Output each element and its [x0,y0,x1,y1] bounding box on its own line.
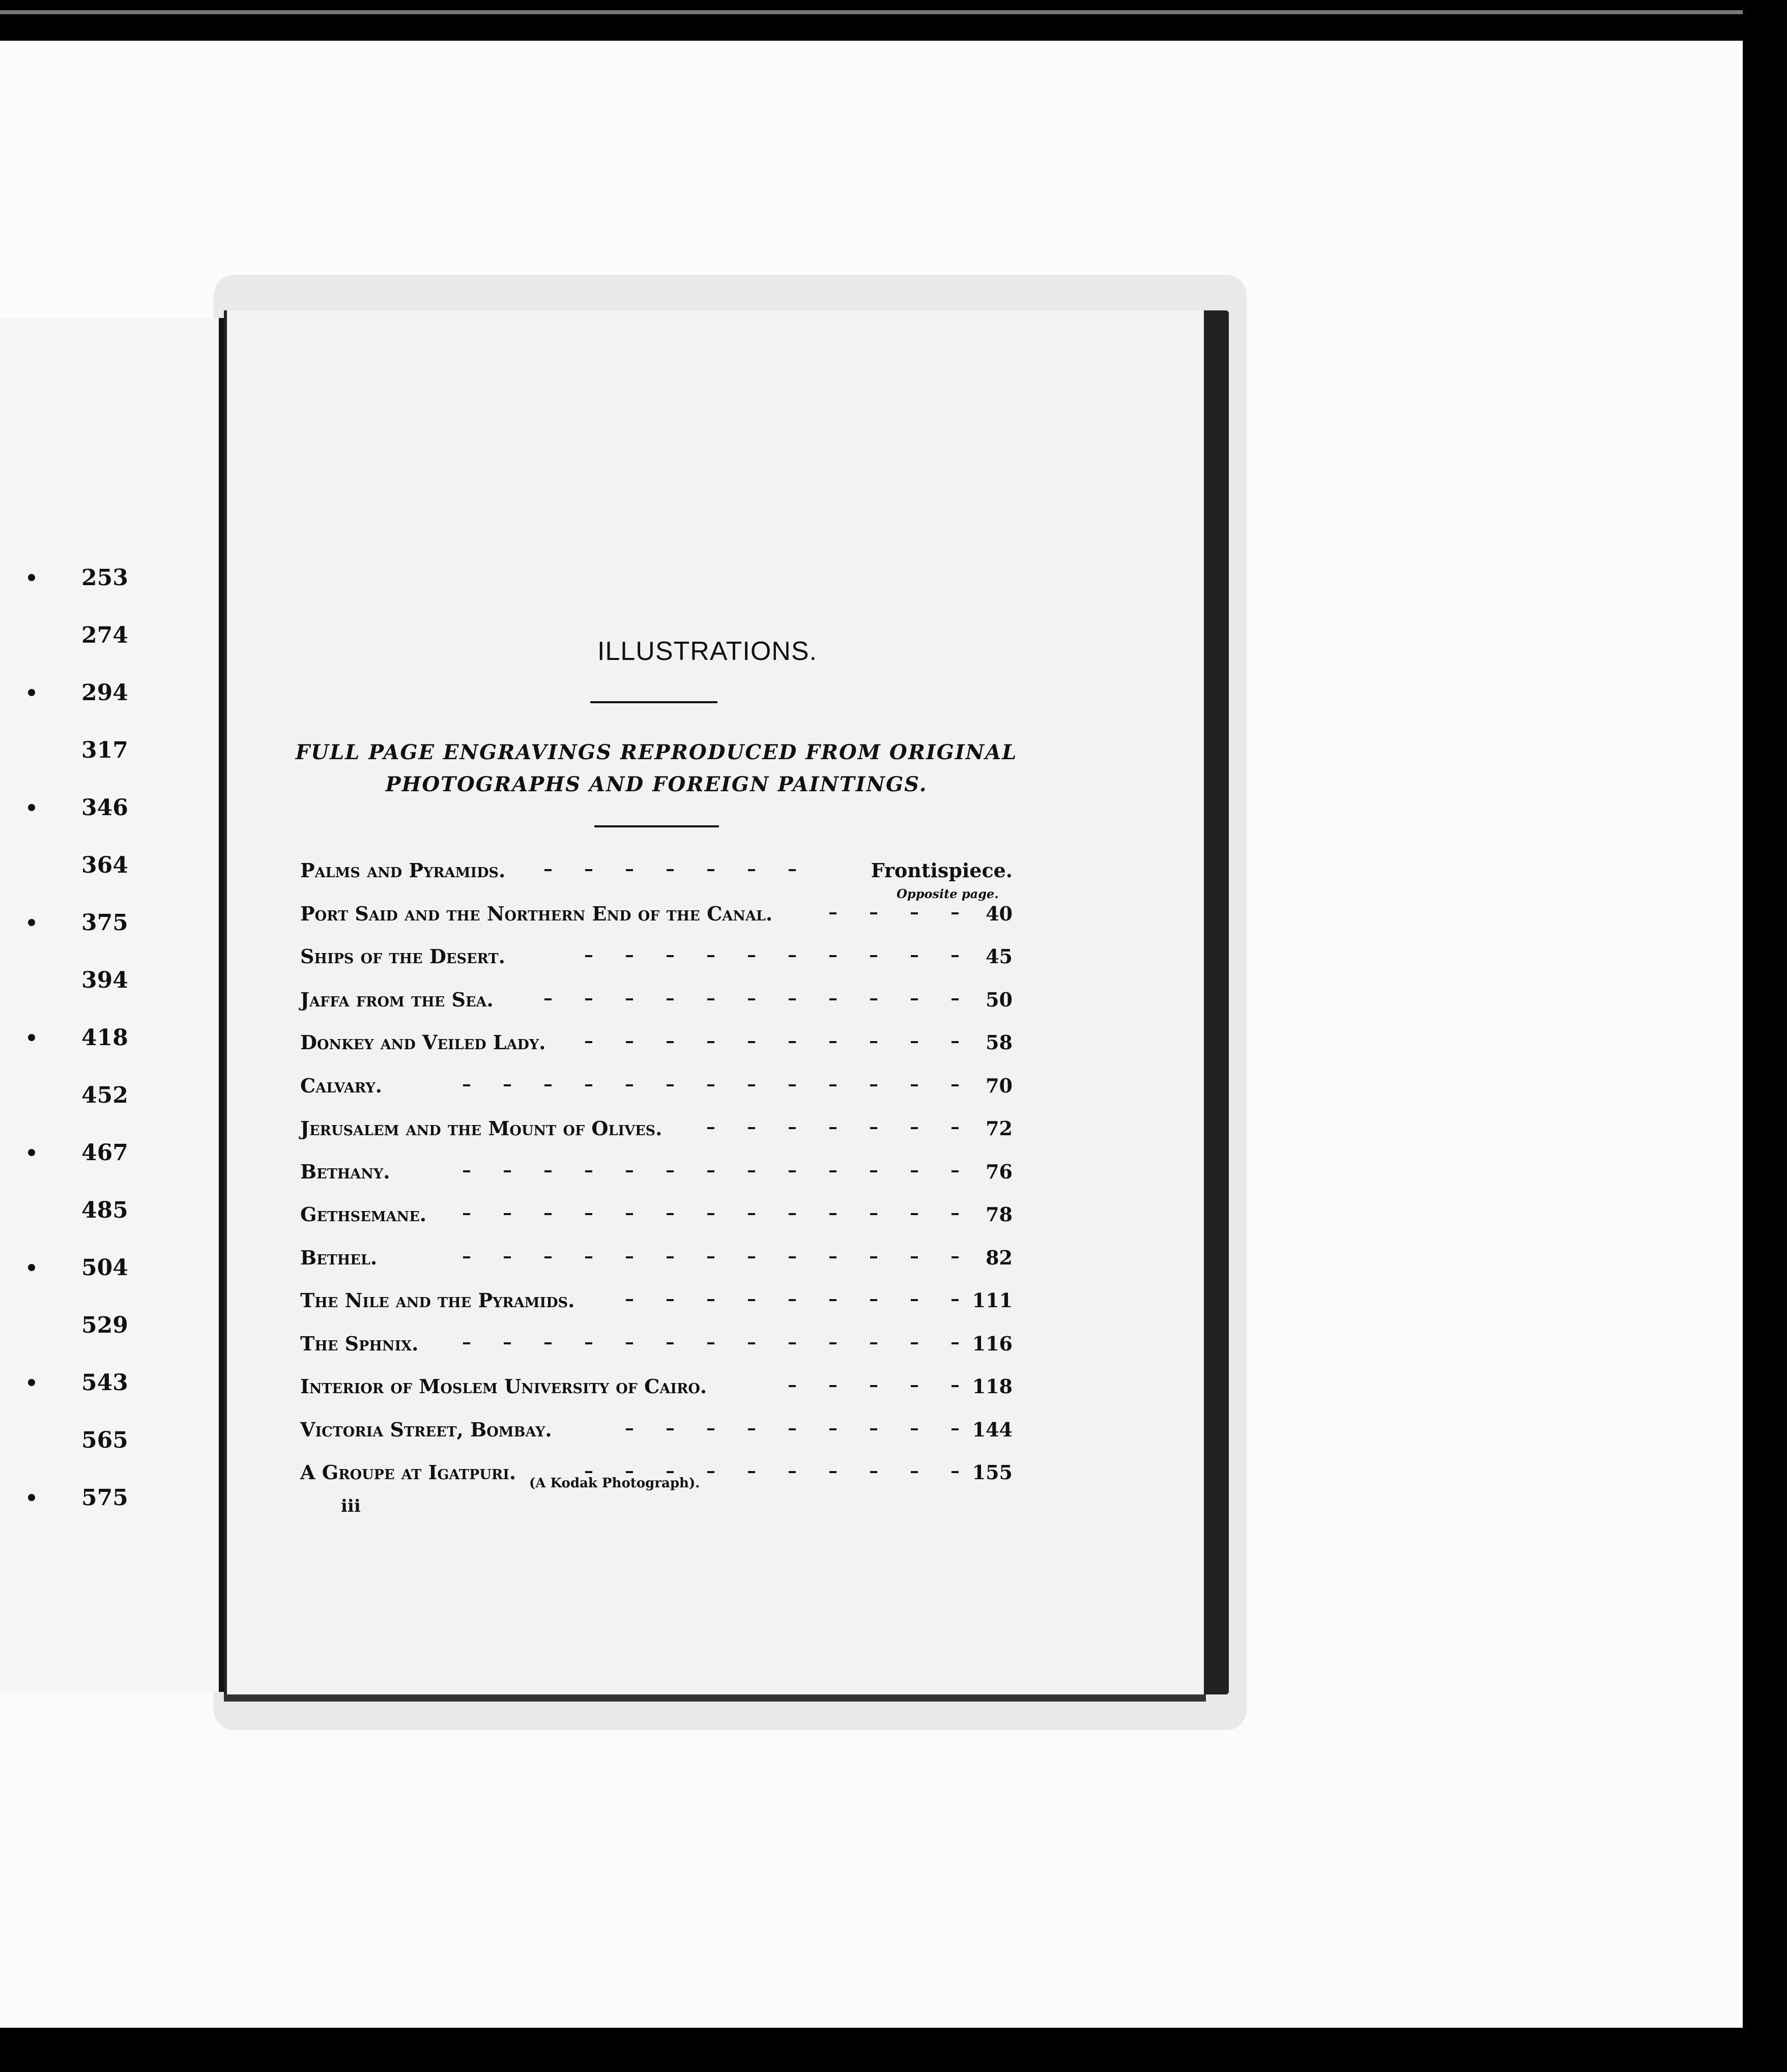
leader-dot [28,1034,35,1041]
left-page-row [0,910,204,951]
illustration-entry [300,1074,1013,1115]
leader-dash [667,1084,674,1086]
leader-dash [707,1342,714,1344]
illustration-title: Bethany. [300,1160,390,1183]
leader-dot [28,919,35,926]
leader-dash [870,1041,877,1043]
leader-dash [667,1041,674,1043]
leader-dash [544,1170,552,1172]
illustration-page-number: 70 [986,1074,1013,1097]
leader-dash [626,1041,633,1043]
illustration-title: Ships of the Desert. [300,945,505,968]
leader-dash [463,1342,470,1344]
title-rule [590,701,717,703]
leader-dash [667,1428,674,1430]
leader-dash [748,1428,755,1430]
illustration-page-number: 144 [972,1418,1013,1441]
left-page-number: 467 [81,1140,128,1166]
leader-dash [585,998,592,1000]
leader-dashes [300,998,977,1003]
leader-dash [626,1084,633,1086]
leader-dash [626,955,633,957]
illustration-page-number: 82 [986,1246,1013,1269]
leader-dash [707,1041,714,1043]
left-page-row [0,680,204,721]
left-page-number: 565 [81,1427,128,1453]
leader-dash [911,1385,918,1387]
leader-dash [544,869,552,871]
illustration-page-number: 58 [986,1031,1013,1054]
leader-dash [667,1213,674,1215]
leader-dash [463,1084,470,1086]
leader-dash [707,1084,714,1086]
left-page-number: 346 [81,795,128,821]
leader-dash [626,1170,633,1172]
left-page-row [0,1025,204,1066]
leader-dash [667,998,674,1000]
leader-dash [911,912,918,914]
film-frame-bottom [0,2028,1787,2072]
leader-dash [911,1127,918,1129]
illustration-title: The Sphnix. [300,1332,419,1355]
leader-dash [829,1342,837,1344]
left-page-number: 375 [81,910,128,936]
leader-dashes [300,1041,977,1046]
leader-dash [789,1471,796,1473]
leader-dot [28,1264,35,1271]
left-page-number: 394 [81,967,128,993]
leader-dash [626,998,633,1000]
leader-dash [829,1213,837,1215]
left-page-number: 418 [81,1025,128,1051]
illustration-page-number: 40 [986,902,1013,925]
leader-dash [870,1170,877,1172]
leader-dash [952,998,959,1000]
leader-dash [626,1342,633,1344]
illustration-page-number: Frontispiece. [871,859,1013,882]
left-page-number: 274 [81,622,128,648]
leader-dash [544,1213,552,1215]
left-page-row [0,1370,204,1411]
left-page [0,318,224,1692]
left-page-number: 364 [81,852,128,878]
leader-dot [28,1149,35,1156]
illustration-entry [300,902,1013,943]
leader-dash [667,1299,674,1301]
illustration-title: The Nile and the Pyramids. [300,1289,575,1312]
leader-dash [870,1299,877,1301]
leader-dash [504,1084,511,1086]
illustration-entry [300,1160,1013,1201]
leader-dash [911,1084,918,1086]
left-page-row [0,1427,204,1468]
leader-dash [870,955,877,957]
leader-dot [28,1379,35,1386]
leader-dash [829,1041,837,1043]
leader-dash [463,1256,470,1258]
leader-dash [870,998,877,1000]
illustration-page-number: 45 [986,945,1013,968]
illustration-title: A Groupe at Igatpuri. [300,1461,516,1484]
illustration-title: Port Said and the Northern End of the Canal. [300,902,773,925]
leader-dashes [300,1428,977,1433]
illustration-entry [300,988,1013,1029]
leader-dash [707,998,714,1000]
left-page-row [0,1255,204,1296]
left-page-number: 543 [81,1370,128,1396]
leader-dash [626,1256,633,1258]
leader-dash [911,998,918,1000]
leader-dash [585,1256,592,1258]
illustration-title: Jaffa from the Sea. [300,988,494,1011]
leader-dot [28,574,35,581]
leader-dash [748,869,755,871]
leader-dash [504,1213,511,1215]
illustration-page-number: 111 [972,1289,1013,1312]
leader-dash [789,1127,796,1129]
leader-dash [870,1471,877,1473]
leader-dash [829,955,837,957]
left-page-row [0,1312,204,1353]
leader-dash [952,1127,959,1129]
opposite-page-label: Opposite page. [897,886,999,901]
leader-dashes [300,1213,977,1218]
leader-dash [870,1127,877,1129]
leader-dash [585,1041,592,1043]
leader-dash [667,869,674,871]
leader-dash [667,1342,674,1344]
left-page-number: 317 [81,737,128,763]
leader-dash [707,1299,714,1301]
left-page-number: 253 [81,565,128,591]
leader-dash [829,912,837,914]
leader-dash [952,1170,959,1172]
leader-dash [626,1428,633,1430]
left-page-row [0,1082,204,1123]
leader-dash [789,1342,796,1344]
leader-dash [870,912,877,914]
leader-dash [748,1256,755,1258]
leader-dash [952,1041,959,1043]
leader-dash [748,955,755,957]
left-page-number: 529 [81,1312,128,1338]
illustration-title: Interior of Moslem University of Cairo. [300,1375,707,1398]
leader-dash [585,955,592,957]
leader-dash [911,1041,918,1043]
leader-dash [707,955,714,957]
leader-dash [707,1256,714,1258]
film-frame-right [1743,0,1787,2072]
film-frame-top [0,0,1787,41]
leader-dash [952,1471,959,1473]
left-page-row [0,1485,204,1526]
leader-dash [789,998,796,1000]
leader-dash [748,1084,755,1086]
leader-dash [911,955,918,957]
leader-dash [870,1084,877,1086]
leader-dashes [300,1084,977,1089]
illustration-entry [300,1117,1013,1158]
illustration-entry [300,1332,1013,1373]
leader-dashes [300,1385,977,1390]
leader-dash [952,1385,959,1387]
leader-dash [789,1170,796,1172]
leader-dash [952,1299,959,1301]
leader-dashes [300,1127,977,1132]
leader-dash [870,1428,877,1430]
illustration-page-number: 72 [986,1117,1013,1140]
leader-dash [463,1170,470,1172]
leader-dashes [300,1342,977,1347]
leader-dash [544,998,552,1000]
leader-dash [504,1342,511,1344]
leader-dash [789,955,796,957]
leader-dash [585,1342,592,1344]
illustration-entry [300,1246,1013,1287]
illustration-entry [300,945,1013,986]
illustration-entry [300,1203,1013,1244]
left-page-number: 452 [81,1082,128,1108]
leader-dot [28,689,35,696]
leader-dash [544,1084,552,1086]
illustration-entry [300,1418,1013,1459]
illustration-page-number: 76 [986,1160,1013,1183]
kodak-note: (A Kodak Photograph). [529,1476,700,1491]
illustration-entry [300,1031,1013,1072]
leader-dash [748,1213,755,1215]
illustration-title: Gethsemane. [300,1203,427,1226]
leader-dash [707,1170,714,1172]
leader-dash [544,1342,552,1344]
illustration-title: Palms and Pyramids. [300,859,506,882]
leader-dash [707,1127,714,1129]
subtitle-line-2: PHOTOGRAPHS AND FOREIGN PAINTINGS. [385,772,928,796]
leader-dash [952,955,959,957]
leader-dash [504,1256,511,1258]
book-bottom-edge [224,1694,1206,1702]
leader-dash [829,1170,837,1172]
leader-dashes [300,912,977,917]
leader-dot [28,804,35,811]
leader-dash [748,1299,755,1301]
leader-dash [829,1471,837,1473]
leader-dot [28,1494,35,1501]
illustration-page-number: 155 [972,1461,1013,1484]
leader-dash [829,1428,837,1430]
leader-dash [829,1256,837,1258]
illustration-title: Jerusalem and the Mount of Olives. [300,1117,662,1140]
left-page-row [0,622,204,663]
illustration-entry [300,859,1013,900]
leader-dash [952,1213,959,1215]
leader-dash [911,1471,918,1473]
leader-dash [626,1471,633,1473]
leader-dash [829,1084,837,1086]
illustration-entry [300,1289,1013,1330]
leader-dashes [300,869,977,874]
illustration-title: Bethel. [300,1246,378,1269]
leader-dash [544,1256,552,1258]
leader-dash [748,1127,755,1129]
left-page-number: 294 [81,680,128,706]
leader-dash [789,1428,796,1430]
leader-dash [870,1385,877,1387]
leader-dash [707,1471,714,1473]
leader-dash [748,1471,755,1473]
leader-dash [748,1342,755,1344]
leader-dash [626,869,633,871]
leader-dash [585,1471,592,1473]
left-page-row [0,967,204,1008]
leader-dash [952,1084,959,1086]
left-page-row [0,737,204,778]
leader-dash [952,1256,959,1258]
subtitle-rule [594,825,719,827]
left-page-number: 575 [81,1485,128,1511]
illustration-title: Calvary. [300,1074,382,1097]
leader-dash [911,1299,918,1301]
leader-dash [911,1170,918,1172]
leader-dash [829,998,837,1000]
leader-dash [952,912,959,914]
leader-dash [911,1213,918,1215]
leader-dash [789,869,796,871]
leader-dash [952,1342,959,1344]
leader-dash [585,869,592,871]
leader-dash [707,1428,714,1430]
leader-dash [748,1041,755,1043]
illustration-page-number: 78 [986,1203,1013,1226]
leader-dash [829,1127,837,1129]
leader-dash [707,869,714,871]
leader-dash [667,955,674,957]
leader-dash [585,1213,592,1215]
leader-dash [748,998,755,1000]
leader-dash [829,1385,837,1387]
illustration-page-number: 50 [986,988,1013,1011]
leader-dash [667,1170,674,1172]
leader-dash [748,1170,755,1172]
leader-dash [789,1385,796,1387]
leader-dash [585,1084,592,1086]
leader-dash [504,1170,511,1172]
leader-dashes [300,1170,977,1175]
illustration-title: Victoria Street, Bombay. [300,1418,552,1441]
leader-dash [789,1041,796,1043]
leader-dash [870,1342,877,1344]
left-page-row [0,795,204,836]
leader-dashes [300,1256,977,1261]
leader-dash [952,1428,959,1430]
illustration-page-number: 116 [972,1332,1013,1355]
leader-dash [789,1084,796,1086]
left-page-row [0,1140,204,1181]
leader-dash [911,1342,918,1344]
leader-dash [789,1213,796,1215]
left-page-number: 504 [81,1255,128,1281]
leader-dashes [300,955,977,960]
leader-dash [626,1299,633,1301]
left-page-row [0,565,204,606]
leader-dash [707,1213,714,1215]
leader-dashes [300,1299,977,1304]
page-number: iii [341,1496,361,1516]
left-page-row [0,852,204,893]
illustration-title: Donkey and Veiled Lady. [300,1031,546,1054]
left-page-number: 485 [81,1197,128,1223]
leader-dash [789,1299,796,1301]
leader-dash [870,1256,877,1258]
left-page-row [0,1197,204,1238]
leader-dash [585,1170,592,1172]
leader-dash [667,1471,674,1473]
leader-dash [789,1256,796,1258]
leader-dash [667,1256,674,1258]
illustration-entry [300,1375,1013,1416]
illustration-page-number: 118 [972,1375,1013,1398]
film-frame-stripe [0,10,1750,14]
leader-dash [870,1213,877,1215]
page-title: ILLUSTRATIONS. [597,637,817,666]
leader-dash [911,1256,918,1258]
leader-dash [626,1213,633,1215]
leader-dash [463,1213,470,1215]
leader-dash [911,1428,918,1430]
subtitle-line-1: FULL PAGE ENGRAVINGS REPRODUCED FROM ORIGINAL [295,740,1018,764]
leader-dash [829,1299,837,1301]
